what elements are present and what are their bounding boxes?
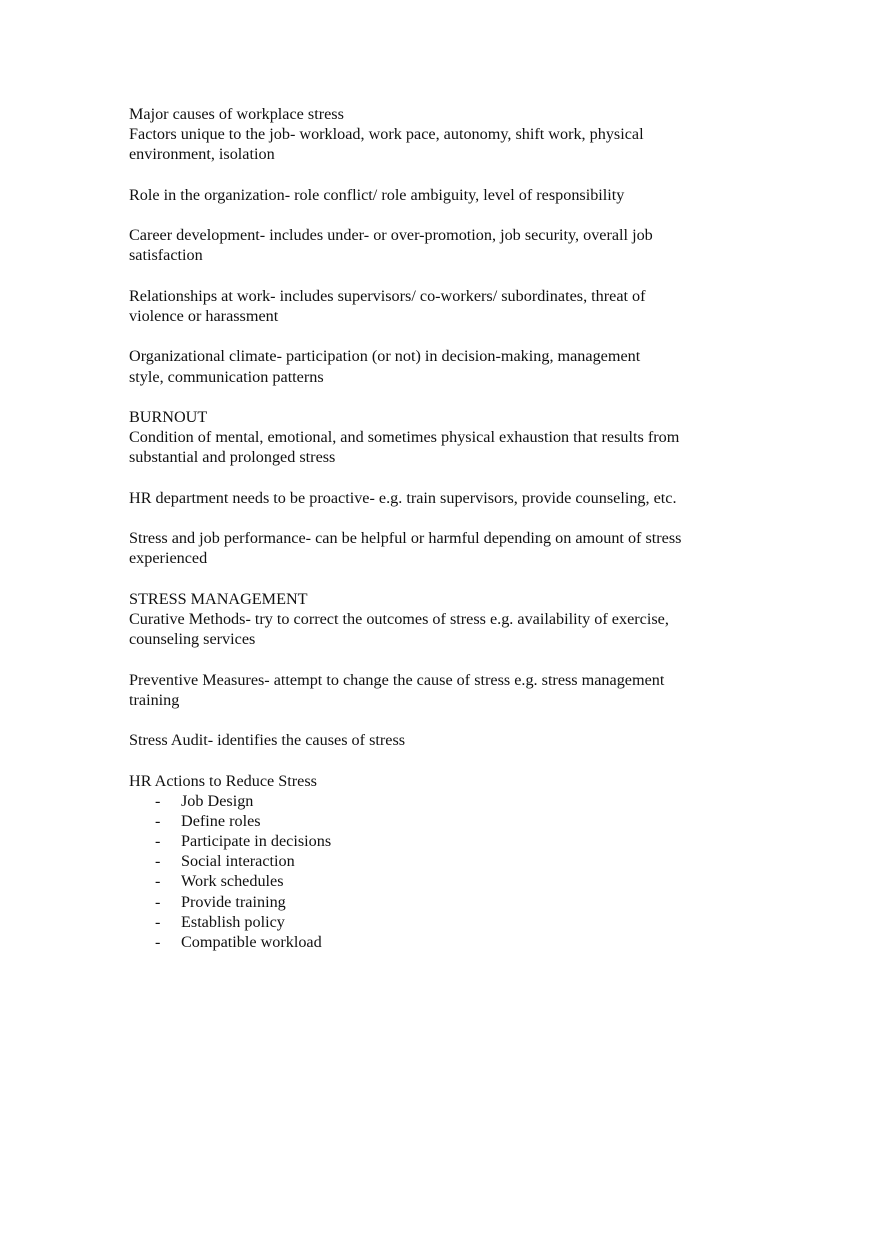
- list-item-label: Compatible workload: [181, 933, 322, 952]
- paragraph-line: counseling services: [129, 630, 256, 649]
- paragraph-burnout-definition: [129, 427, 749, 467]
- list-item-label: Establish policy: [181, 912, 285, 931]
- list-item: [129, 912, 749, 932]
- document-page: [129, 104, 749, 952]
- section-burnout: [129, 407, 749, 569]
- list-item: [129, 871, 749, 891]
- paragraph-line: HR department needs to be proactive- e.g. train supervisors, provide counseling, etc.: [129, 488, 677, 507]
- section-stress-management: [129, 589, 749, 751]
- list-item-label: Social interaction: [181, 852, 295, 871]
- dash-bullet: -: [155, 811, 161, 830]
- dash-bullet: -: [155, 852, 161, 871]
- paragraph-line: Role in the organization- role conflict/ role ambiguity, level of responsibility: [129, 185, 625, 204]
- list-item-label: Define roles: [181, 811, 261, 830]
- list-item: [129, 892, 749, 912]
- hr-actions-list: [129, 791, 749, 953]
- list-item-label: Participate in decisions: [181, 832, 332, 851]
- section-heading-hr-actions: HR Actions to Reduce Stress: [129, 771, 317, 790]
- paragraph-role-in-organization: [129, 185, 749, 205]
- list-item-label: Work schedules: [181, 872, 284, 891]
- list-item-label: Job Design: [181, 791, 254, 810]
- list-item: [129, 811, 749, 831]
- paragraph-preventive-measures: [129, 670, 749, 710]
- paragraph-career-development: [129, 225, 749, 265]
- list-item: [129, 851, 749, 871]
- dash-bullet: -: [155, 791, 161, 810]
- paragraph-line: experienced: [129, 549, 208, 568]
- list-item-label: Provide training: [181, 892, 286, 911]
- section-heading-stress-causes: Major causes of workplace stress: [129, 105, 344, 123]
- paragraph-hr-proactive: [129, 488, 749, 508]
- dash-bullet: -: [155, 892, 161, 911]
- section-heading-burnout: BURNOUT: [129, 407, 208, 426]
- paragraph-line: violence or harassment: [129, 306, 279, 325]
- paragraph-line: Stress Audit- identifies the causes of stress: [129, 731, 406, 750]
- paragraph-line: Factors unique to the job- workload, work pace, autonomy, shift work, physical: [129, 125, 644, 144]
- paragraph-line: Relationships at work- includes supervisors/ co-workers/ subordinates, threat of: [129, 286, 646, 305]
- paragraph-line: Preventive Measures- attempt to change the cause of stress e.g. stress management: [129, 670, 665, 689]
- paragraph-curative-methods: [129, 609, 749, 649]
- paragraph-stress-audit: [129, 730, 749, 750]
- dash-bullet: -: [155, 933, 161, 952]
- paragraph-line: Curative Methods- try to correct the outcomes of stress e.g. availability of exercise,: [129, 609, 669, 628]
- paragraph-line: Career development- includes under- or over-promotion, job security, overall job: [129, 226, 653, 245]
- dash-bullet: -: [155, 832, 161, 851]
- paragraph-line: training: [129, 690, 180, 709]
- paragraph-line: Stress and job performance- can be helpful or harmful depending on amount of stress: [129, 529, 682, 548]
- paragraph-stress-performance: [129, 528, 749, 568]
- paragraph-line: environment, isolation: [129, 145, 275, 164]
- paragraph-organizational-climate: [129, 346, 749, 386]
- dash-bullet: -: [155, 912, 161, 931]
- paragraph-line: satisfaction: [129, 246, 203, 265]
- section-hr-actions: [129, 771, 749, 953]
- list-item: [129, 932, 749, 952]
- list-item: [129, 831, 749, 851]
- paragraph-line: substantial and prolonged stress: [129, 448, 336, 467]
- paragraph-line: style, communication patterns: [129, 367, 324, 386]
- paragraph-line: Condition of mental, emotional, and sometimes physical exhaustion that results from: [129, 428, 680, 447]
- paragraph-factors-unique: [129, 124, 749, 164]
- paragraph-relationships-at-work: [129, 286, 749, 326]
- paragraph-line: Organizational climate- participation (or not) in decision-making, management: [129, 347, 641, 366]
- section-heading-stress-management: STRESS MANAGEMENT: [129, 589, 308, 608]
- section-stress-causes: [129, 104, 749, 387]
- dash-bullet: -: [155, 872, 161, 891]
- list-item: [129, 791, 749, 811]
